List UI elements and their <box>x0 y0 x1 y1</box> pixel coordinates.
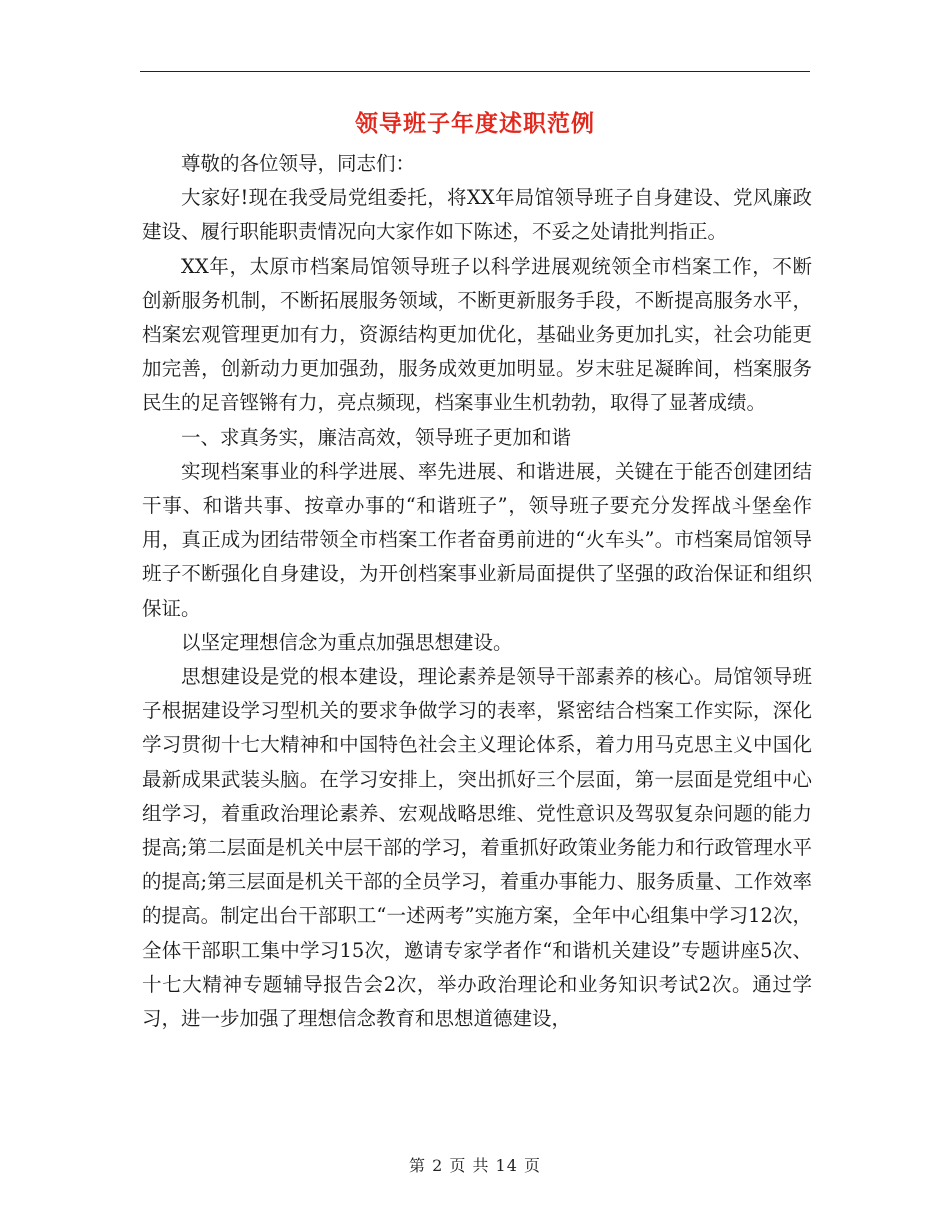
opening-paragraph: 大家好!现在我受局党组委托，将XX年局馆领导班子自身建设、党风廉政建设、履行职能职责情况向大家作如下陈述，不妥之处请批判指正。 <box>142 186 812 244</box>
document-body <box>142 147 812 1036</box>
header-rule <box>140 71 810 72</box>
subsection-heading: 以坚定理想信念为重点加强思想建设。 <box>181 630 513 654</box>
section-1-paragraph: 实现档案事业的科学进展、率先进展、和谐进展，关键在于能否创建团结干事、和谐共事、按章办事的“和谐班子”，领导班子要充分发挥战斗堡垒作用，真正成为团结带领全市档案工作者奋勇前进的“火车头”。市档案局馆领导班子不断强化自身建设，为开创档案事业新局面提供了坚强的政治保证和组织保证。 <box>142 459 812 620</box>
salutation-paragraph: 尊敬的各位领导，同志们： <box>181 152 416 175</box>
overview-paragraph: XX年，太原市档案局馆领导班子以科学进展观统领全市档案工作，不断创新服务机制，不断拓展服务领域，不断更新服务手段，不断提高服务水平，档案宏观管理更加有力，资源结构更加优化，基础业务更加扎实，社会功能更加完善，创新动力更加强劲，服务成效更加明显。岁末驻足凝眸间，档案服务民生的足音铿锵有力，亮点频现，档案事业生机勃勃，取得了显著成绩。 <box>142 254 812 415</box>
document-title: 领导班子年度述职范例 <box>355 110 595 137</box>
section-heading-1: 一、求真务实，廉洁高效，领导班子更加和谐 <box>181 425 572 449</box>
subsection-paragraph: 思想建设是党的根本建设，理论素养是领导干部素养的核心。局馆领导班子根据建设学习型机关的要求争做学习的表率，紧密结合档案工作实际，深化学习贯彻十七大精神和中国特色社会主义理论体系，着力用马克思主义中国化最新成果武装头脑。在学习安排上，突出抓好三个层面，第一层面是党组中心组学习，着重政治理论素养、宏观战略思维、党性意识及驾驭复杂问题的能力提高;第二层面是机关中层干部的学习，着重抓好政策业务能力和行政管理水平的提高;第三层面是机关干部的全员学习，着重办事能力、服务质量、工作效率的提高。制定出台干部职工“一述两考”实施方案，全年中心组集中学习12次，全体干部职工集中学习15次，邀请专家学者作“和谐机关建设”专题讲座5次、十七大精神专题辅导报告会2次，举办政治理论和业务知识考试2次。通过学习，进一步加强了理想信念教育和思想道德建设， <box>142 665 812 1031</box>
page-number-footer: 第 2 页 共 14 页 <box>409 1156 541 1175</box>
